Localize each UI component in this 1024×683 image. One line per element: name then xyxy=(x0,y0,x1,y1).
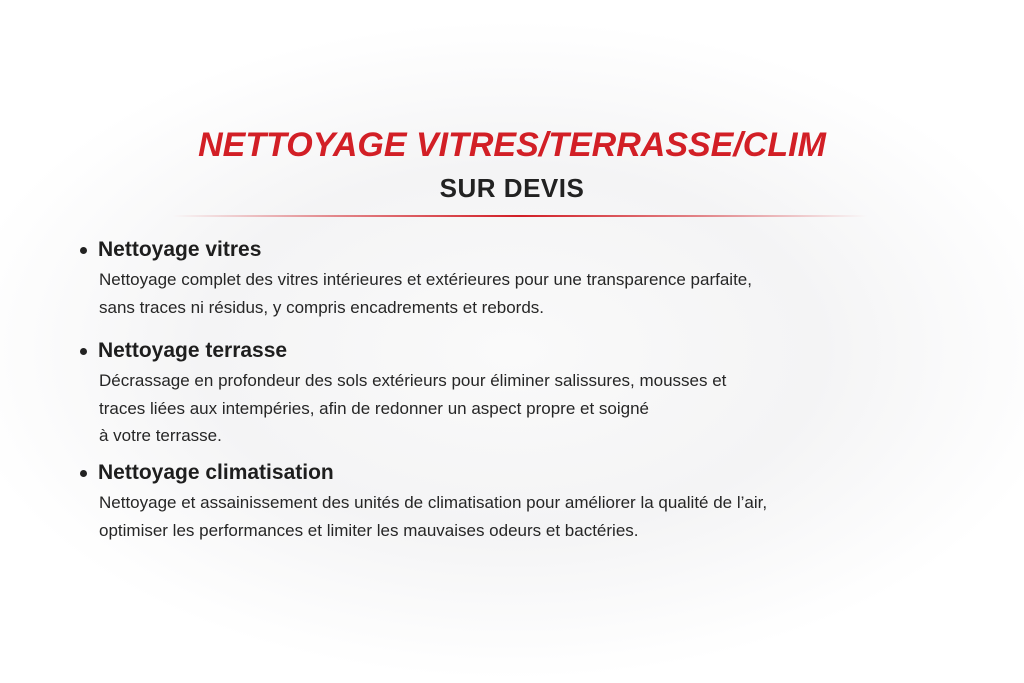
section-description xyxy=(80,489,960,544)
service-section-climatisation xyxy=(80,457,960,544)
bullet-icon xyxy=(80,247,87,254)
bullet-icon xyxy=(80,470,87,477)
title-divider xyxy=(172,215,867,217)
section-header xyxy=(80,335,960,367)
description-line: Nettoyage complet des vitres intérieures et extérieures pour une transparence parfaite, xyxy=(99,270,752,289)
section-description xyxy=(80,266,960,321)
section-header xyxy=(80,234,960,266)
description-line: Décrassage en profondeur des sols extérieurs pour éliminer salissures, mousses et xyxy=(99,371,727,390)
description-line: traces liées aux intempéries, afin de redonner un aspect propre et soigné xyxy=(99,398,649,418)
page-subtitle: SUR DEVIS xyxy=(439,173,585,203)
page-title: NETTOYAGE VITRES/TERRASSE/CLIM xyxy=(198,126,826,164)
description-line: optimiser les performances et limiter les mauvaises odeurs et bactéries. xyxy=(99,520,639,540)
bullet-icon xyxy=(80,348,87,355)
section-title: Nettoyage climatisation xyxy=(98,461,334,484)
service-section-terrasse xyxy=(80,335,960,450)
description-line: à votre terrasse. xyxy=(99,426,222,445)
section-description xyxy=(80,367,960,450)
description-line: sans traces ni résidus, y compris encadrements et rebords. xyxy=(99,297,545,317)
section-header xyxy=(80,457,960,489)
section-title: Nettoyage vitres xyxy=(98,238,262,261)
service-section-vitres xyxy=(80,234,960,321)
section-title: Nettoyage terrasse xyxy=(98,339,288,362)
description-line: Nettoyage et assainissement des unités de climatisation pour améliorer la qualité de l’air, xyxy=(99,493,768,512)
